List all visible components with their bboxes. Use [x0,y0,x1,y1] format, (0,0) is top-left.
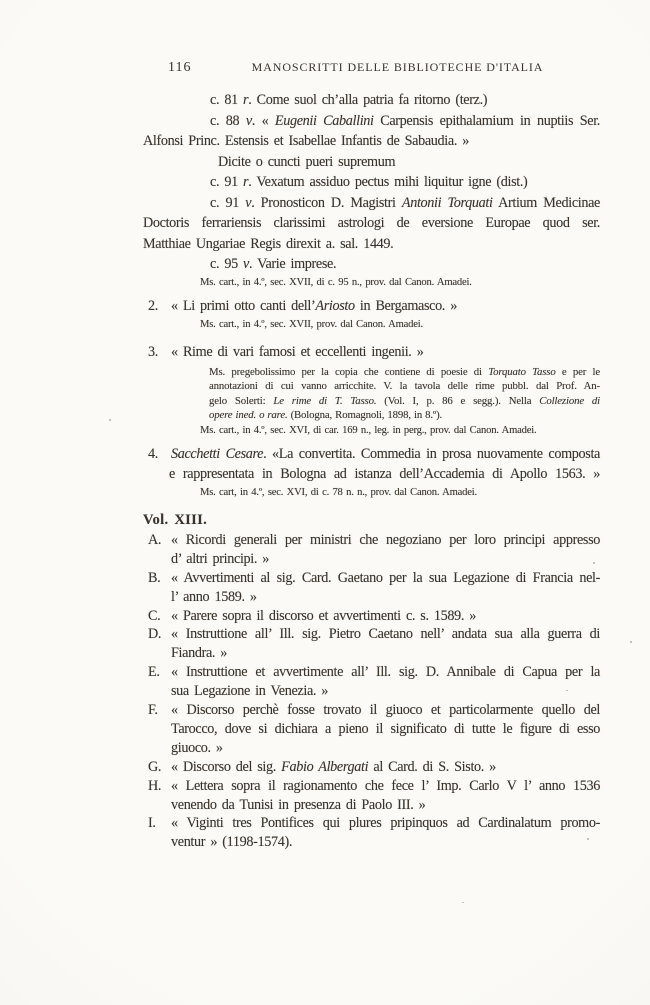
text-line [143,663,600,682]
text-run: d’ altri principi. » [171,550,270,567]
entry-marker: D. [148,626,162,643]
italic-text: opere ined. o rare. [209,409,288,422]
text-line [143,213,600,234]
text-run: c. 88 [210,112,246,129]
text-run: « Li primi otto canti dell’ [171,297,316,314]
italic-text: Ariosto [315,297,355,314]
text-run: Tarocco, dove si dichiara a pieno il significato di tutte le figure di esso [171,720,600,737]
text-line [143,365,600,380]
entry-marker: 3. [148,344,158,360]
text-run: . «La convertita. Commedia in prosa nuovamente composta [263,445,600,462]
text-run: c. 95 [210,256,244,272]
text-run: « Discorso perchè fosse trovato il giuoco et particolarmente quello del [171,702,600,719]
text-run: Ms. cart, in 4.º, sec. XVI, di c. 78 n. n., prov. dal Canon. Amadei. [200,486,477,498]
text-run: (Bologna, Romagnoli, 1898, in 8.º). [287,409,443,422]
scan-speck [587,838,589,840]
entry-marker: H. [148,777,162,794]
text-run: Artium Medicinae [492,194,601,211]
text-line [143,464,600,485]
text-run: Carpensis epithalamium in nuptiis Ser. [373,112,600,129]
text-line [143,833,600,852]
text-run: e rappresentata in Bologna ad istanza dell’Accademia di Apollo 1563. » [169,466,600,483]
italic-text: v [245,194,252,211]
text-run: « Instruttione all’ Ill. sig. Pietro Caetano nell’ andata sua alla guerra di [171,626,600,643]
entry-marker: 2. [148,297,158,314]
text-line [143,342,600,363]
text-line [143,90,600,111]
text-line [143,814,600,833]
text-run: c. 81 [210,92,244,108]
entry-marker: F. [148,702,158,719]
italic-text: v [243,256,249,272]
text-line [143,317,600,333]
text-run: Vol. XIII. [143,511,208,528]
text-run: Doctoris ferrariensis clarissimi astrologi de eversione Europae quod ser. [143,215,600,231]
text-line [143,408,600,423]
text-run: . Varie imprese. [248,256,337,272]
text-line [143,588,600,607]
text-run: . Pronosticon D. Magistri [251,194,402,211]
italic-text: Fabio Albergati [281,758,369,775]
text-line [143,234,600,255]
text-line [143,379,600,394]
text-run: Dicite o cuncti pueri supremum [218,153,396,170]
text-line [143,172,600,193]
text-line [143,701,600,720]
text-run: . « [251,112,275,129]
text-line [143,607,600,626]
text-run: gelo Solerti: [209,394,274,407]
text-run: « Instruttione et avvertimente all’ Ill. sig. D. Annibale di Capua per la [171,664,600,681]
text-line [143,254,600,275]
italic-text: Eugenii Caballini [274,112,374,129]
text-run: « Parere sopra il discorso et avvertimenti c. s. 1589. » [171,607,476,624]
text-line [143,423,600,439]
section-heading [143,510,600,531]
text-line [143,758,600,777]
entry-marker: A. [148,531,162,548]
page-body [143,90,600,852]
entry-marker: C. [148,607,161,624]
text-run: al Card. di S. Sisto. » [368,758,496,775]
text-line [143,625,600,644]
text-run: Alfonsi Princ. Estensis et Isabellae Infantis de Sabaudia. » [143,133,469,149]
text-line [143,444,600,465]
text-run: venendo da Tunisi in presenza di Paolo III. » [171,796,426,813]
text-run: « Viginti tres Pontifices qui plures pripinquos ad Cardinalatum promo- [171,815,600,832]
running-title: MANOSCRITTI DELLE BIBLIOTECHE D'ITALIA [251,60,544,74]
text-run: « Rime di vari famosi et eccellenti ingenii. » [171,344,424,360]
italic-text: Sacchetti Cesare [171,445,264,462]
text-line [143,796,600,815]
text-line [143,682,600,701]
entry-marker: B. [148,569,161,586]
scan-speck [593,562,595,564]
text-run: annotazioni di cui vanno arricchite. V. la tavola delle rime pubbl. dal Prof. An- [209,380,600,393]
text-line [143,296,600,317]
text-line [143,569,600,588]
text-run: c. 91 [210,174,244,190]
entry-marker: E. [148,664,160,681]
text-run: Matthiae Ungariae Regis direxit a. sal. 1449. [143,235,394,252]
text-line [143,131,600,152]
italic-text: Antonii Torquati [401,194,493,211]
italic-text: Le rime di T. Tasso. [273,394,377,407]
text-line [143,531,600,550]
scan-speck [566,690,568,691]
entry-marker: 4. [148,445,158,462]
text-line [143,111,600,132]
text-run: (Vol. I, p. 86 e segg.). Nella [376,394,540,407]
text-run: sua Legazione in Venezia. » [171,683,329,700]
text-run: in Bergamasco. » [354,297,457,314]
italic-text: Torquato Tasso [488,365,556,378]
scan-speck [630,641,632,643]
text-run: « Avvertimenti al sig. Card. Gaetano per la sua Legazione di Francia nel- [171,569,600,586]
text-line [143,394,600,409]
text-run: Ms. cart., in 4.º, sec. XVII, di c. 95 n., prov. dal Canon. Amadei. [200,276,472,288]
text-run: Ms. pregebolissimo per la copia che contiene di poesie di [209,365,489,378]
entry-marker: I. [148,815,156,832]
text-line [143,644,600,663]
text-line [143,550,600,569]
scan-speck [109,419,111,421]
entry-marker: G. [148,758,162,775]
text-run: giuoco. » [171,739,223,756]
text-line [143,275,600,291]
text-line [143,720,600,739]
scan-speck [462,902,464,903]
text-line [143,485,600,501]
text-line [143,193,600,214]
text-run: c. 91 [210,194,246,211]
italic-text: r [243,92,249,108]
text-line [143,152,600,173]
italic-text: v [245,112,252,129]
text-run: . Come suol ch’alla patria fa ritorno (terz.) [248,92,488,108]
text-line [143,739,600,758]
page-number: 116 [168,60,192,75]
text-run: « Lettera sopra il ragionamento che fece l’ Imp. Carlo V l’ anno 1536 [171,777,600,794]
text-run: Ms. cart., in 4.º, sec. XVI, di car. 169 n., leg. in perg., prov. dal Canon. Amadei. [200,424,537,436]
page-header [143,58,600,80]
text-run: ventur » (1198-1574). [171,834,293,851]
text-run: « Discorso del sig. [171,758,282,775]
text-run: l’ anno 1589. » [171,588,257,605]
text-run: Fiandra. » [171,645,228,662]
text-run: Ms. cart., in 4.º, sec. XVII, prov. dal Canon. Amadei. [200,319,423,330]
italic-text: r [243,174,249,190]
text-line [143,777,600,796]
italic-text: Collezione di [539,394,600,407]
text-run: « Ricordi generali per ministri che negoziano per loro principi appresso [171,531,600,548]
text-run: e per le [555,365,600,378]
text-run: . Vexatum assiduo pectus mihi liquitur igne (dist.) [248,174,528,190]
